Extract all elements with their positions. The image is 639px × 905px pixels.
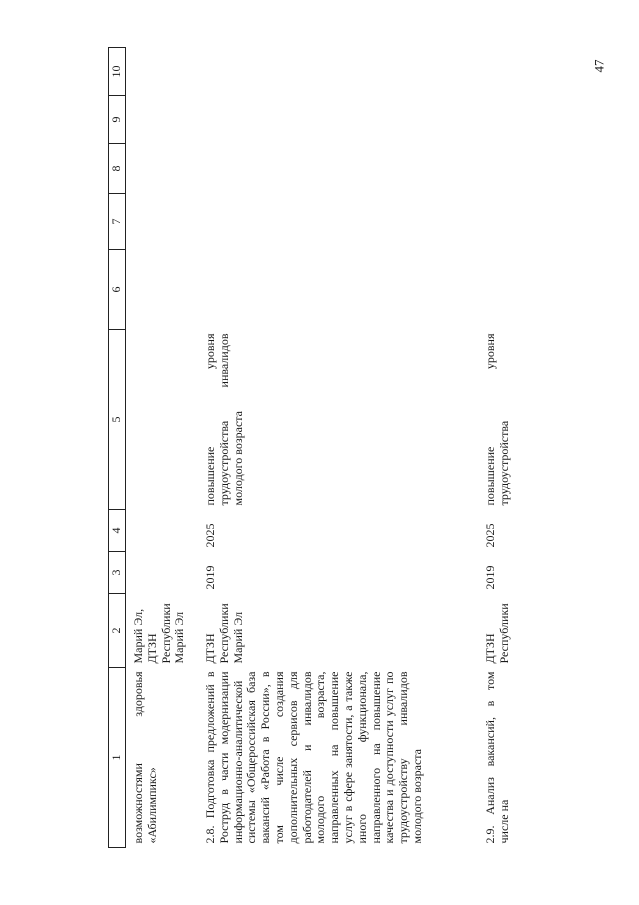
cell-9 [198, 96, 478, 144]
cell-10 [198, 48, 478, 96]
cell-6 [478, 250, 524, 330]
col-header-6: 6 [109, 250, 126, 330]
start-year-cell: 2019 [203, 565, 217, 590]
col-header-7: 7 [109, 194, 126, 250]
result-cell [478, 330, 524, 510]
cell-7 [198, 194, 478, 250]
col-header-1: 1 [109, 668, 126, 848]
task-cell [478, 668, 524, 848]
col-header-3: 3 [109, 552, 126, 594]
executor-cell [478, 594, 524, 668]
plan-table [108, 47, 524, 848]
cell-9 [126, 96, 199, 144]
col-header-2: 2 [109, 594, 126, 668]
cell-8 [126, 144, 199, 194]
executor-cell [198, 594, 478, 668]
cell-8 [198, 144, 478, 194]
task-text: 2.9. Анализ вакансий, в том числе на [483, 671, 511, 844]
result-text: повышение уровня трудоустройства [483, 333, 511, 506]
table-row [198, 48, 478, 848]
result-text: повышение уровня трудоустройства инвалидов молодого возраста [203, 333, 245, 506]
start-year-cell: 2019 [483, 565, 497, 590]
cell-7 [478, 194, 524, 250]
end-year-cell [126, 510, 199, 552]
col-header-4: 4 [109, 510, 126, 552]
task-cell [126, 668, 199, 848]
col-header-8: 8 [109, 144, 126, 194]
executor-text: ДТЗН Республики [483, 603, 511, 664]
result-cell [126, 330, 199, 510]
cell-9 [478, 96, 524, 144]
result-cell [198, 330, 478, 510]
task-text: 2.8. Подготовка предложений в Роструд в части модернизации информационно-аналитической системы «Общероссийская база вакансий «Работа в России», в том числе создания дополнительных сервисов для работодателей и инвалидов молодого возраста, направленных на повышение услуг в сфере занятости, а также иного функционала, направленного на повышение качества и доступности услуг по трудоустройству инвалидов молодого возраста [203, 671, 424, 844]
col-header-5: 5 [109, 330, 126, 510]
page-number: 47 [591, 59, 607, 73]
executor-text: ДТЗН Республики Марий Эл [203, 603, 245, 664]
cell-6 [198, 250, 478, 330]
executor-text: Марий Эл, ДТЗН Республики Марий Эл [131, 603, 187, 664]
col-header-9: 9 [109, 96, 126, 144]
executor-cell [126, 594, 199, 668]
header-row [109, 48, 126, 848]
rotated-table-container [108, 48, 533, 848]
end-year-cell: 2025 [203, 523, 217, 548]
task-text: возможностями здоровья «Абилимпикс» [131, 671, 159, 844]
table-row [478, 48, 524, 848]
cell-6 [126, 250, 199, 330]
task-cell [198, 668, 478, 848]
cell-8 [478, 144, 524, 194]
cell-7 [126, 194, 199, 250]
cell-10 [126, 48, 199, 96]
end-year-cell: 2025 [483, 523, 497, 548]
cell-10 [478, 48, 524, 96]
table-row [126, 48, 199, 848]
start-year-cell [126, 552, 199, 594]
col-header-10: 10 [109, 48, 126, 96]
